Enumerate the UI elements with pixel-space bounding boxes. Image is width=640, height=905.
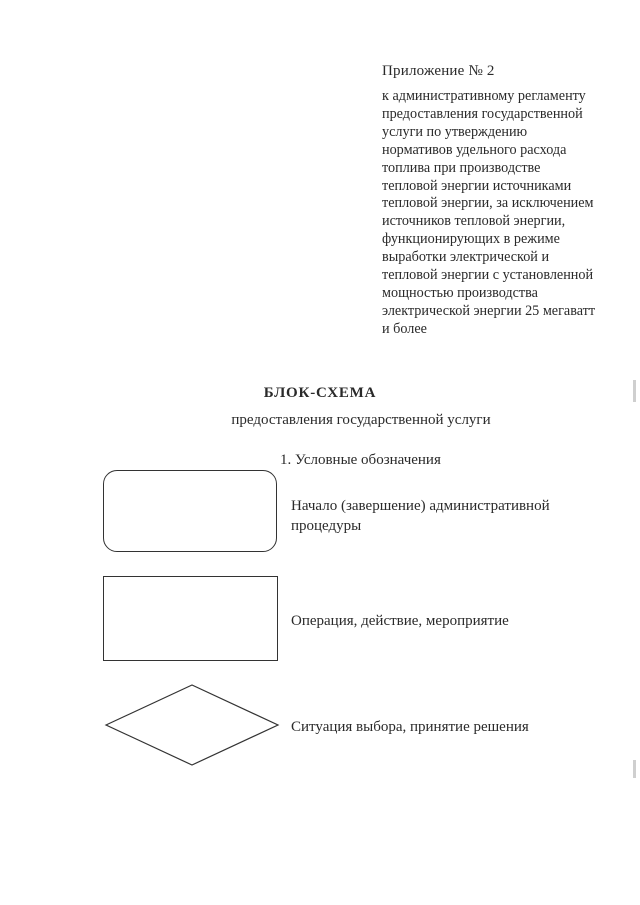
- legend-start-label: Начало (завершение) административной процедуры: [291, 498, 550, 534]
- appendix-line: нормативов удельного расхода: [382, 141, 567, 158]
- appendix-description: [382, 88, 634, 339]
- appendix-line: функционирующих в режиме: [382, 231, 560, 248]
- appendix-line: тепловой энергии, за исключением: [382, 195, 594, 212]
- appendix-line: тепловой энергии источниками: [382, 177, 572, 194]
- appendix-title: Приложение № 2: [382, 63, 495, 79]
- appendix-line: выработки электрической и: [382, 249, 550, 266]
- appendix-line: электрической энергии 25 мегаватт: [382, 302, 596, 319]
- scan-edge-mark: [633, 760, 636, 778]
- appendix-line: тепловой энергии с установленной: [382, 267, 594, 284]
- legend-start-shape: [103, 470, 277, 552]
- appendix-line: источников тепловой энергии,: [382, 213, 566, 230]
- appendix-line: к административному регламенту: [382, 88, 586, 104]
- legend-operation-label: Операция, действие, мероприятие: [291, 613, 509, 629]
- scan-edge-mark: [633, 380, 636, 402]
- appendix-line: и более: [382, 320, 427, 337]
- legend-operation-shape: [103, 576, 278, 661]
- appendix-line: топлива при производстве: [382, 159, 541, 176]
- appendix-line: услуги по утверждению: [382, 123, 528, 140]
- legend-heading: 1. Условные обозначения: [280, 452, 441, 464]
- appendix-line: мощностью производства: [382, 284, 538, 301]
- legend-decision-shape: [104, 684, 280, 766]
- appendix-line: предоставления государственной: [382, 105, 583, 122]
- scheme-title: БЛОК-СХЕМА: [263, 385, 377, 401]
- legend-decision-label: Ситуация выбора, принятие решения: [291, 719, 529, 735]
- scheme-subtitle: предоставления государственной услуги: [231, 412, 491, 428]
